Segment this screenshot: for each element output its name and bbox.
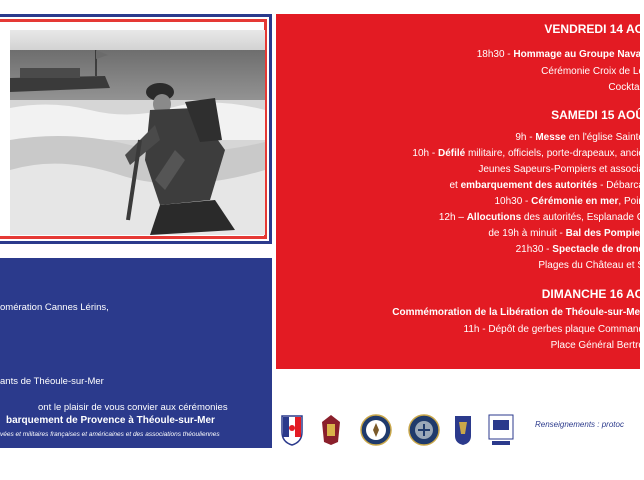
us-seal-logo — [360, 414, 392, 446]
veterans-association-logo — [488, 414, 514, 448]
sunday-line-3: Place Général Bertro — [550, 340, 644, 351]
partner-logos — [280, 414, 520, 450]
invite-line-4: barquement de Provence à Théoule-sur-Mer — [6, 415, 215, 426]
sunday-line-1: Commémoration de la Libération de Théoule-sur-Mer — [392, 307, 644, 318]
program-panel — [276, 14, 644, 369]
invite-line-1: omération Cannes Lérins, — [0, 302, 109, 313]
saturday-line-1: 9h - Messe en l'église Sainte — [515, 132, 644, 143]
defense-seal-logo — [408, 414, 440, 446]
invite-line-5: vées et militaires françaises et américaines et des associations théouliennes — [0, 431, 220, 438]
saturday-heading: SAMEDI 15 AOÛ — [551, 108, 644, 122]
soldier-landing-photo — [10, 30, 265, 235]
saturday-line-6: 12h – Allocutions des autorités, Esplanade C — [438, 212, 644, 223]
invite-line-3: ont le plaisir de vous convier aux cérémonies — [38, 402, 228, 413]
friday-line-3: Cocktail — [608, 82, 644, 93]
coat-of-arms-logo — [280, 414, 304, 446]
sunday-heading: DIMANCHE 16 AO — [541, 287, 644, 301]
friday-line-2: Cérémonie Croix de Lo — [541, 66, 644, 77]
information-contact: Renseignements : protoc — [535, 420, 624, 429]
invite-line-2: ants de Théoule-sur-Mer — [0, 376, 104, 387]
memorial-badge-logo — [452, 414, 474, 446]
regiment-badge-logo — [320, 414, 342, 446]
friday-line-1: 18h30 - Hommage au Groupe Naval — [476, 49, 644, 60]
invitation-panel — [0, 258, 272, 448]
saturday-line-5: 10h30 - Cérémonie en mer, Poin — [494, 196, 644, 207]
friday-heading: VENDREDI 14 AO — [544, 22, 644, 36]
saturday-line-3: Jeunes Sapeurs-Pompiers et associa — [478, 164, 644, 175]
saturday-line-9: Plages du Château et S — [538, 260, 644, 271]
sunday-line-2: 11h - Dépôt de gerbes plaque Command — [463, 324, 644, 335]
saturday-line-8: 21h30 - Spectacle de drone — [515, 244, 644, 255]
saturday-line-7: de 19h à minuit - Bal des Pompier — [488, 228, 644, 239]
saturday-line-4: et embarquement des autorités - Débarca — [449, 180, 644, 191]
saturday-line-2: 10h - Défilé militaire, officiels, porte-drapeaux, ancie — [412, 148, 644, 159]
